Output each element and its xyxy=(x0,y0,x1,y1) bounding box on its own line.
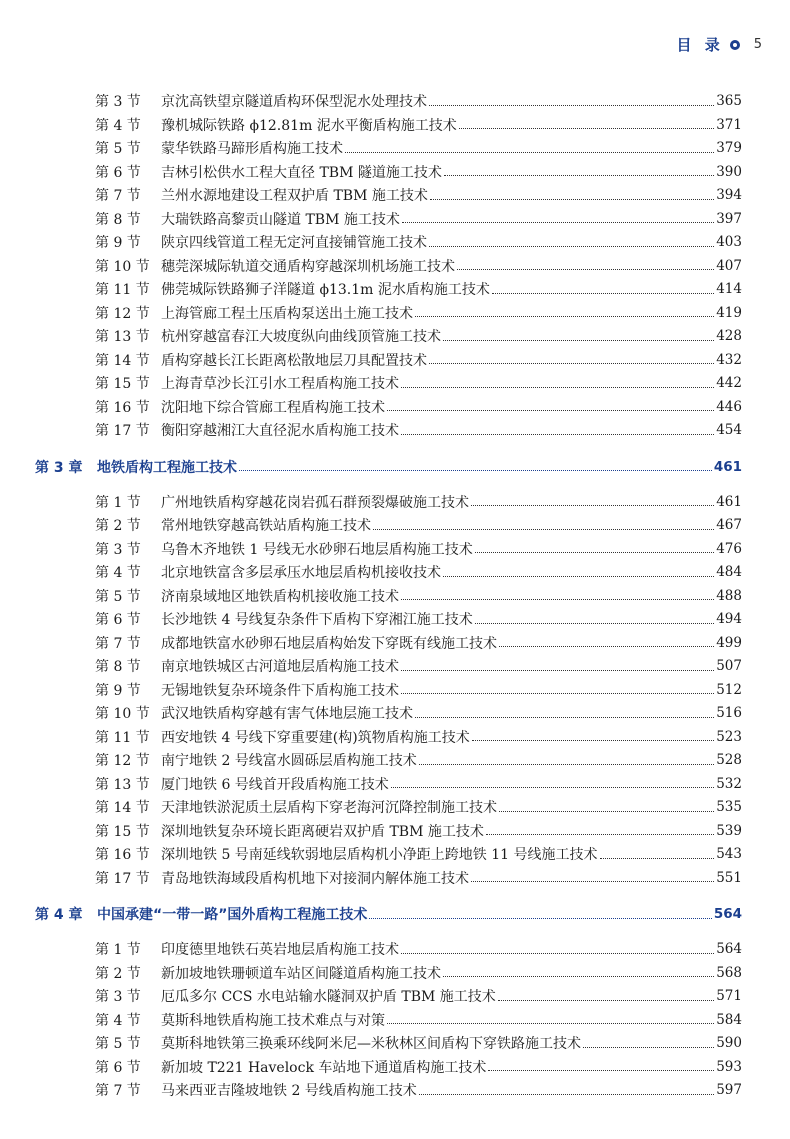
dot-leader xyxy=(600,858,715,859)
entry-title: 京沈高铁望京隧道盾构环保型泥水处理技术 xyxy=(161,94,427,110)
toc-section-entry[interactable] xyxy=(0,561,790,583)
dot-leader xyxy=(415,717,714,718)
dot-leader xyxy=(401,434,714,435)
dot-leader xyxy=(401,953,714,954)
dot-leader xyxy=(471,505,714,506)
entry-number: 第 14 节 xyxy=(95,352,150,369)
dot-leader xyxy=(486,834,714,835)
entry-page-number: 454 xyxy=(716,422,742,438)
toc-section-entry[interactable] xyxy=(0,820,790,842)
dot-leader xyxy=(415,316,714,317)
toc-section-entry[interactable] xyxy=(0,773,790,795)
entry-number: 第 5 节 xyxy=(95,588,141,605)
entry-title: 深圳地铁 5 号南延线软弱地层盾构机小净距上跨地铁 11 号线施工技术 xyxy=(161,847,598,863)
entry-page-number: 597 xyxy=(716,1082,742,1098)
entry-number: 第 8 节 xyxy=(95,659,141,675)
toc-section-entry[interactable] xyxy=(0,679,790,701)
page-header xyxy=(676,34,762,55)
toc-section-entry[interactable] xyxy=(0,90,790,112)
dot-leader xyxy=(369,918,711,919)
dot-leader xyxy=(429,246,714,247)
toc-section-entry[interactable] xyxy=(0,419,790,441)
toc-section-entry[interactable] xyxy=(0,962,790,984)
dot-leader xyxy=(583,1047,714,1048)
entry-number: 第 6 节 xyxy=(95,164,141,181)
dot-leader xyxy=(402,222,714,223)
entry-page-number: 397 xyxy=(716,210,742,227)
dot-leader xyxy=(345,152,714,153)
entry-page-number: 419 xyxy=(716,304,742,321)
entry-title: 莫斯科地铁盾构施工技术难点与对策 xyxy=(161,1012,385,1029)
entry-number: 第 4 节 xyxy=(95,117,141,134)
toc-section-entry[interactable] xyxy=(0,349,790,371)
toc-section-entry[interactable] xyxy=(0,1032,790,1054)
toc-section-entry[interactable] xyxy=(0,538,790,560)
entry-page-number: 564 xyxy=(713,906,742,922)
entry-title: 北京地铁富含多层承压水地层盾构机接收技术 xyxy=(161,565,441,581)
entry-number: 第 4 章 xyxy=(35,907,83,923)
entry-number: 第 3 节 xyxy=(95,541,141,558)
entry-title: 杭州穿越富春江大坡度纵向曲线顶管施工技术 xyxy=(161,329,441,345)
entry-title: 西安地铁 4 号线下穿重要建(构)筑物盾构施工技术 xyxy=(161,729,470,746)
entry-number: 第 1 节 xyxy=(95,494,141,511)
dot-leader xyxy=(471,881,714,882)
entry-page-number: 499 xyxy=(716,634,742,651)
entry-page-number: 593 xyxy=(716,1058,742,1075)
dot-leader xyxy=(391,787,714,788)
toc-section-entry[interactable] xyxy=(0,632,790,654)
page-number: 5 xyxy=(753,37,762,52)
toc-title: 目 录 xyxy=(676,36,724,54)
entry-page-number: 365 xyxy=(716,93,742,109)
entry-number: 第 12 节 xyxy=(95,753,150,769)
entry-page-number: 394 xyxy=(716,187,742,203)
entry-page-number: 484 xyxy=(716,564,742,580)
toc-section-entry[interactable] xyxy=(0,514,790,536)
entry-page-number: 543 xyxy=(716,846,742,862)
toc-section-entry[interactable] xyxy=(0,938,790,960)
entry-title: 广州地铁盾构穿越花岗岩孤石群预裂爆破施工技术 xyxy=(161,494,469,511)
entry-number: 第 16 节 xyxy=(95,847,150,863)
dot-leader xyxy=(444,175,714,176)
entry-number: 第 5 节 xyxy=(95,1036,141,1052)
entry-number: 第 3 节 xyxy=(95,94,141,110)
entry-number: 第 3 章 xyxy=(35,459,83,476)
toc-section-entry[interactable] xyxy=(0,161,790,183)
entry-page-number: 516 xyxy=(716,705,742,721)
entry-number: 第 5 节 xyxy=(95,141,141,157)
dot-leader xyxy=(401,387,714,388)
entry-page-number: 584 xyxy=(716,1011,742,1028)
entry-title: 乌鲁木齐地铁 1 号线无水砂卵石地层盾构施工技术 xyxy=(161,541,473,558)
entry-number: 第 12 节 xyxy=(95,305,150,322)
toc-section-entry[interactable] xyxy=(0,702,790,724)
entry-number: 第 6 节 xyxy=(95,612,141,628)
entry-number: 第 3 节 xyxy=(95,989,141,1005)
toc-section-entry[interactable] xyxy=(0,726,790,748)
entry-page-number: 571 xyxy=(716,988,742,1004)
toc-section-entry[interactable] xyxy=(0,302,790,324)
toc-section-entry[interactable] xyxy=(0,749,790,771)
toc-chapter-entry[interactable] xyxy=(0,456,790,478)
entry-number: 第 14 节 xyxy=(95,800,150,816)
entry-title: 南京地铁城区古河道地层盾构施工技术 xyxy=(161,659,399,675)
entry-number: 第 11 节 xyxy=(95,729,150,746)
toc-section-entry[interactable] xyxy=(0,114,790,136)
entry-page-number: 528 xyxy=(716,752,742,768)
toc-section-entry[interactable] xyxy=(0,372,790,394)
toc-section-entry[interactable] xyxy=(0,843,790,865)
entry-title: 豫机城际铁路 ϕ12.81m 泥水平衡盾构施工技术 xyxy=(161,117,457,134)
entry-title: 成都地铁富水砂卵石地层盾构始发下穿既有线施工技术 xyxy=(161,635,497,652)
entry-title: 大瑞铁路高黎贡山隧道 TBM 施工技术 xyxy=(161,211,400,228)
entry-number: 第 13 节 xyxy=(95,776,150,793)
toc-section-entry[interactable] xyxy=(0,655,790,677)
entry-number: 第 13 节 xyxy=(95,329,150,345)
entry-number: 第 17 节 xyxy=(95,870,150,887)
entry-number: 第 10 节 xyxy=(95,706,150,722)
dot-leader xyxy=(419,1094,714,1095)
dot-leader xyxy=(457,269,714,270)
entry-number: 第 9 节 xyxy=(95,682,141,699)
dot-leader xyxy=(488,1070,714,1071)
dot-leader xyxy=(443,976,714,977)
dot-leader xyxy=(498,1000,714,1001)
dot-leader xyxy=(401,693,714,694)
entry-number: 第 1 节 xyxy=(95,942,141,958)
entry-page-number: 371 xyxy=(716,116,742,133)
entry-title: 南宁地铁 2 号线富水圆砾层盾构施工技术 xyxy=(161,753,417,769)
entry-page-number: 568 xyxy=(716,964,742,981)
dot-leader xyxy=(401,670,714,671)
entry-title: 佛莞城际铁路狮子洋隧道 ϕ13.1m 泥水盾构施工技术 xyxy=(161,282,490,298)
entry-title: 盾构穿越长江长距离松散地层刀具配置技术 xyxy=(161,352,427,369)
entry-page-number: 403 xyxy=(716,234,742,250)
entry-title: 沈阳地下综合管廊工程盾构施工技术 xyxy=(161,399,385,416)
toc-section-entry[interactable] xyxy=(0,608,790,630)
dot-leader xyxy=(387,410,714,411)
entry-page-number: 532 xyxy=(716,775,742,792)
entry-title: 常州地铁穿越高铁站盾构施工技术 xyxy=(161,518,371,534)
entry-page-number: 551 xyxy=(716,869,742,886)
entry-page-number: 590 xyxy=(716,1035,742,1051)
entry-number: 第 7 节 xyxy=(95,1083,141,1099)
entry-page-number: 461 xyxy=(716,493,742,510)
entry-page-number: 539 xyxy=(716,822,742,839)
dot-leader xyxy=(429,363,714,364)
dot-leader xyxy=(475,623,714,624)
toc-section-entry[interactable] xyxy=(0,255,790,277)
entry-page-number: 488 xyxy=(716,587,742,604)
dot-leader xyxy=(239,470,712,471)
entry-number: 第 15 节 xyxy=(95,376,150,392)
entry-page-number: 461 xyxy=(713,458,742,475)
dot-leader xyxy=(499,646,714,647)
dot-leader xyxy=(429,105,714,106)
dot-leader xyxy=(492,293,714,294)
entry-title: 吉林引松供水工程大直径 TBM 隧道施工技术 xyxy=(161,164,442,181)
entry-number: 第 4 节 xyxy=(95,565,141,581)
entry-page-number: 379 xyxy=(716,140,742,156)
entry-page-number: 442 xyxy=(716,375,742,391)
entry-number: 第 17 节 xyxy=(95,423,150,439)
entry-page-number: 564 xyxy=(716,941,742,957)
toc-section-entry[interactable] xyxy=(0,396,790,418)
entry-page-number: 476 xyxy=(716,540,742,557)
dot-leader xyxy=(443,340,714,341)
entry-page-number: 432 xyxy=(716,351,742,368)
toc-section-entry[interactable] xyxy=(0,985,790,1007)
entry-title: 上海青草沙长江引水工程盾构施工技术 xyxy=(161,376,399,392)
entry-page-number: 523 xyxy=(716,728,742,745)
toc-section-entry[interactable] xyxy=(0,1056,790,1078)
entry-number: 第 7 节 xyxy=(95,635,141,652)
entry-title: 蒙华铁路马蹄形盾构施工技术 xyxy=(161,141,343,157)
entry-title: 印度德里地铁石英岩地层盾构施工技术 xyxy=(161,942,399,958)
entry-title: 兰州水源地建设工程双护盾 TBM 施工技术 xyxy=(161,188,428,204)
entry-number: 第 7 节 xyxy=(95,188,141,204)
entry-title: 天津地铁淤泥质土层盾构下穿老海河沉降控制施工技术 xyxy=(161,800,497,816)
toc-section-entry[interactable] xyxy=(0,325,790,347)
entry-number: 第 4 节 xyxy=(95,1012,141,1029)
entry-title: 新加坡地铁珊顿道车站区间隧道盾构施工技术 xyxy=(161,965,441,982)
dot-leader xyxy=(459,128,714,129)
entry-number: 第 10 节 xyxy=(95,258,150,275)
dot-leader xyxy=(401,599,714,600)
dot-leader xyxy=(430,199,714,200)
dot-leader xyxy=(387,1023,714,1024)
entry-title: 武汉地铁盾构穿越有害气体地层施工技术 xyxy=(161,706,413,722)
entry-title: 济南泉域地区地铁盾构机接收施工技术 xyxy=(161,588,399,605)
dot-leader xyxy=(475,552,714,553)
entry-title: 长沙地铁 4 号线复杂条件下盾构下穿湘江施工技术 xyxy=(161,612,473,628)
entry-title: 中国承建“一带一路”国外盾构工程施工技术 xyxy=(97,907,368,923)
entry-title: 地铁盾构工程施工技术 xyxy=(97,459,237,476)
entry-page-number: 494 xyxy=(716,611,742,627)
dot-leader xyxy=(373,529,714,530)
entry-number: 第 9 节 xyxy=(95,235,141,251)
entry-title: 新加坡 T221 Havelock 车站地下通道盾构施工技术 xyxy=(161,1059,487,1076)
dot-leader xyxy=(499,811,714,812)
entry-title: 衡阳穿越湘江大直径泥水盾构施工技术 xyxy=(161,423,399,439)
toc-section-entry[interactable] xyxy=(0,796,790,818)
entry-title: 莫斯科地铁第三换乘环线阿米尼—米秋林区间盾构下穿铁路施工技术 xyxy=(161,1036,581,1052)
entry-title: 深圳地铁复杂环境长距离硬岩双护盾 TBM 施工技术 xyxy=(161,823,484,840)
toc-chapter-entry[interactable] xyxy=(0,903,790,925)
entry-title: 穗莞深城际轨道交通盾构穿越深圳机场施工技术 xyxy=(161,258,455,275)
entry-number: 第 8 节 xyxy=(95,211,141,228)
entry-page-number: 446 xyxy=(716,398,742,415)
entry-number: 第 2 节 xyxy=(95,965,141,982)
dot-leader xyxy=(443,576,714,577)
entry-title: 厦门地铁 6 号线首开段盾构施工技术 xyxy=(161,776,389,793)
entry-page-number: 414 xyxy=(716,281,742,297)
entry-title: 马来西亚吉隆坡地铁 2 号线盾构施工技术 xyxy=(161,1083,417,1099)
toc-section-entry[interactable] xyxy=(0,231,790,253)
entry-title: 无锡地铁复杂环境条件下盾构施工技术 xyxy=(161,682,399,699)
entry-number: 第 11 节 xyxy=(95,282,150,298)
toc-section-entry[interactable] xyxy=(0,1079,790,1101)
toc-section-entry[interactable] xyxy=(0,137,790,159)
entry-title: 陕京四线管道工程无定河直接铺管施工技术 xyxy=(161,235,427,251)
toc-section-entry[interactable] xyxy=(0,1009,790,1031)
entry-page-number: 390 xyxy=(716,163,742,180)
entry-page-number: 428 xyxy=(716,328,742,344)
toc-section-entry[interactable] xyxy=(0,491,790,513)
entry-number: 第 2 节 xyxy=(95,518,141,534)
entry-title: 青岛地铁海域段盾构机地下对接洞内解体施工技术 xyxy=(161,870,469,887)
entry-title: 上海管廊工程土压盾构泵送出土施工技术 xyxy=(161,305,413,322)
entry-number: 第 6 节 xyxy=(95,1059,141,1076)
entry-title: 厄瓜多尔 CCS 水电站输水隧洞双护盾 TBM 施工技术 xyxy=(161,989,496,1005)
entry-page-number: 407 xyxy=(716,257,742,274)
circle-bullet-icon xyxy=(730,40,740,50)
toc-section-entry[interactable] xyxy=(0,867,790,889)
dot-leader xyxy=(472,740,714,741)
toc-section-entry[interactable] xyxy=(0,208,790,230)
entry-page-number: 507 xyxy=(716,658,742,674)
entry-page-number: 535 xyxy=(716,799,742,815)
toc-section-entry[interactable] xyxy=(0,184,790,206)
dot-leader xyxy=(419,764,714,765)
toc-section-entry[interactable] xyxy=(0,585,790,607)
toc-section-entry[interactable] xyxy=(0,278,790,300)
entry-number: 第 16 节 xyxy=(95,399,150,416)
entry-page-number: 512 xyxy=(716,681,742,698)
entry-page-number: 467 xyxy=(716,517,742,533)
entry-number: 第 15 节 xyxy=(95,823,150,840)
